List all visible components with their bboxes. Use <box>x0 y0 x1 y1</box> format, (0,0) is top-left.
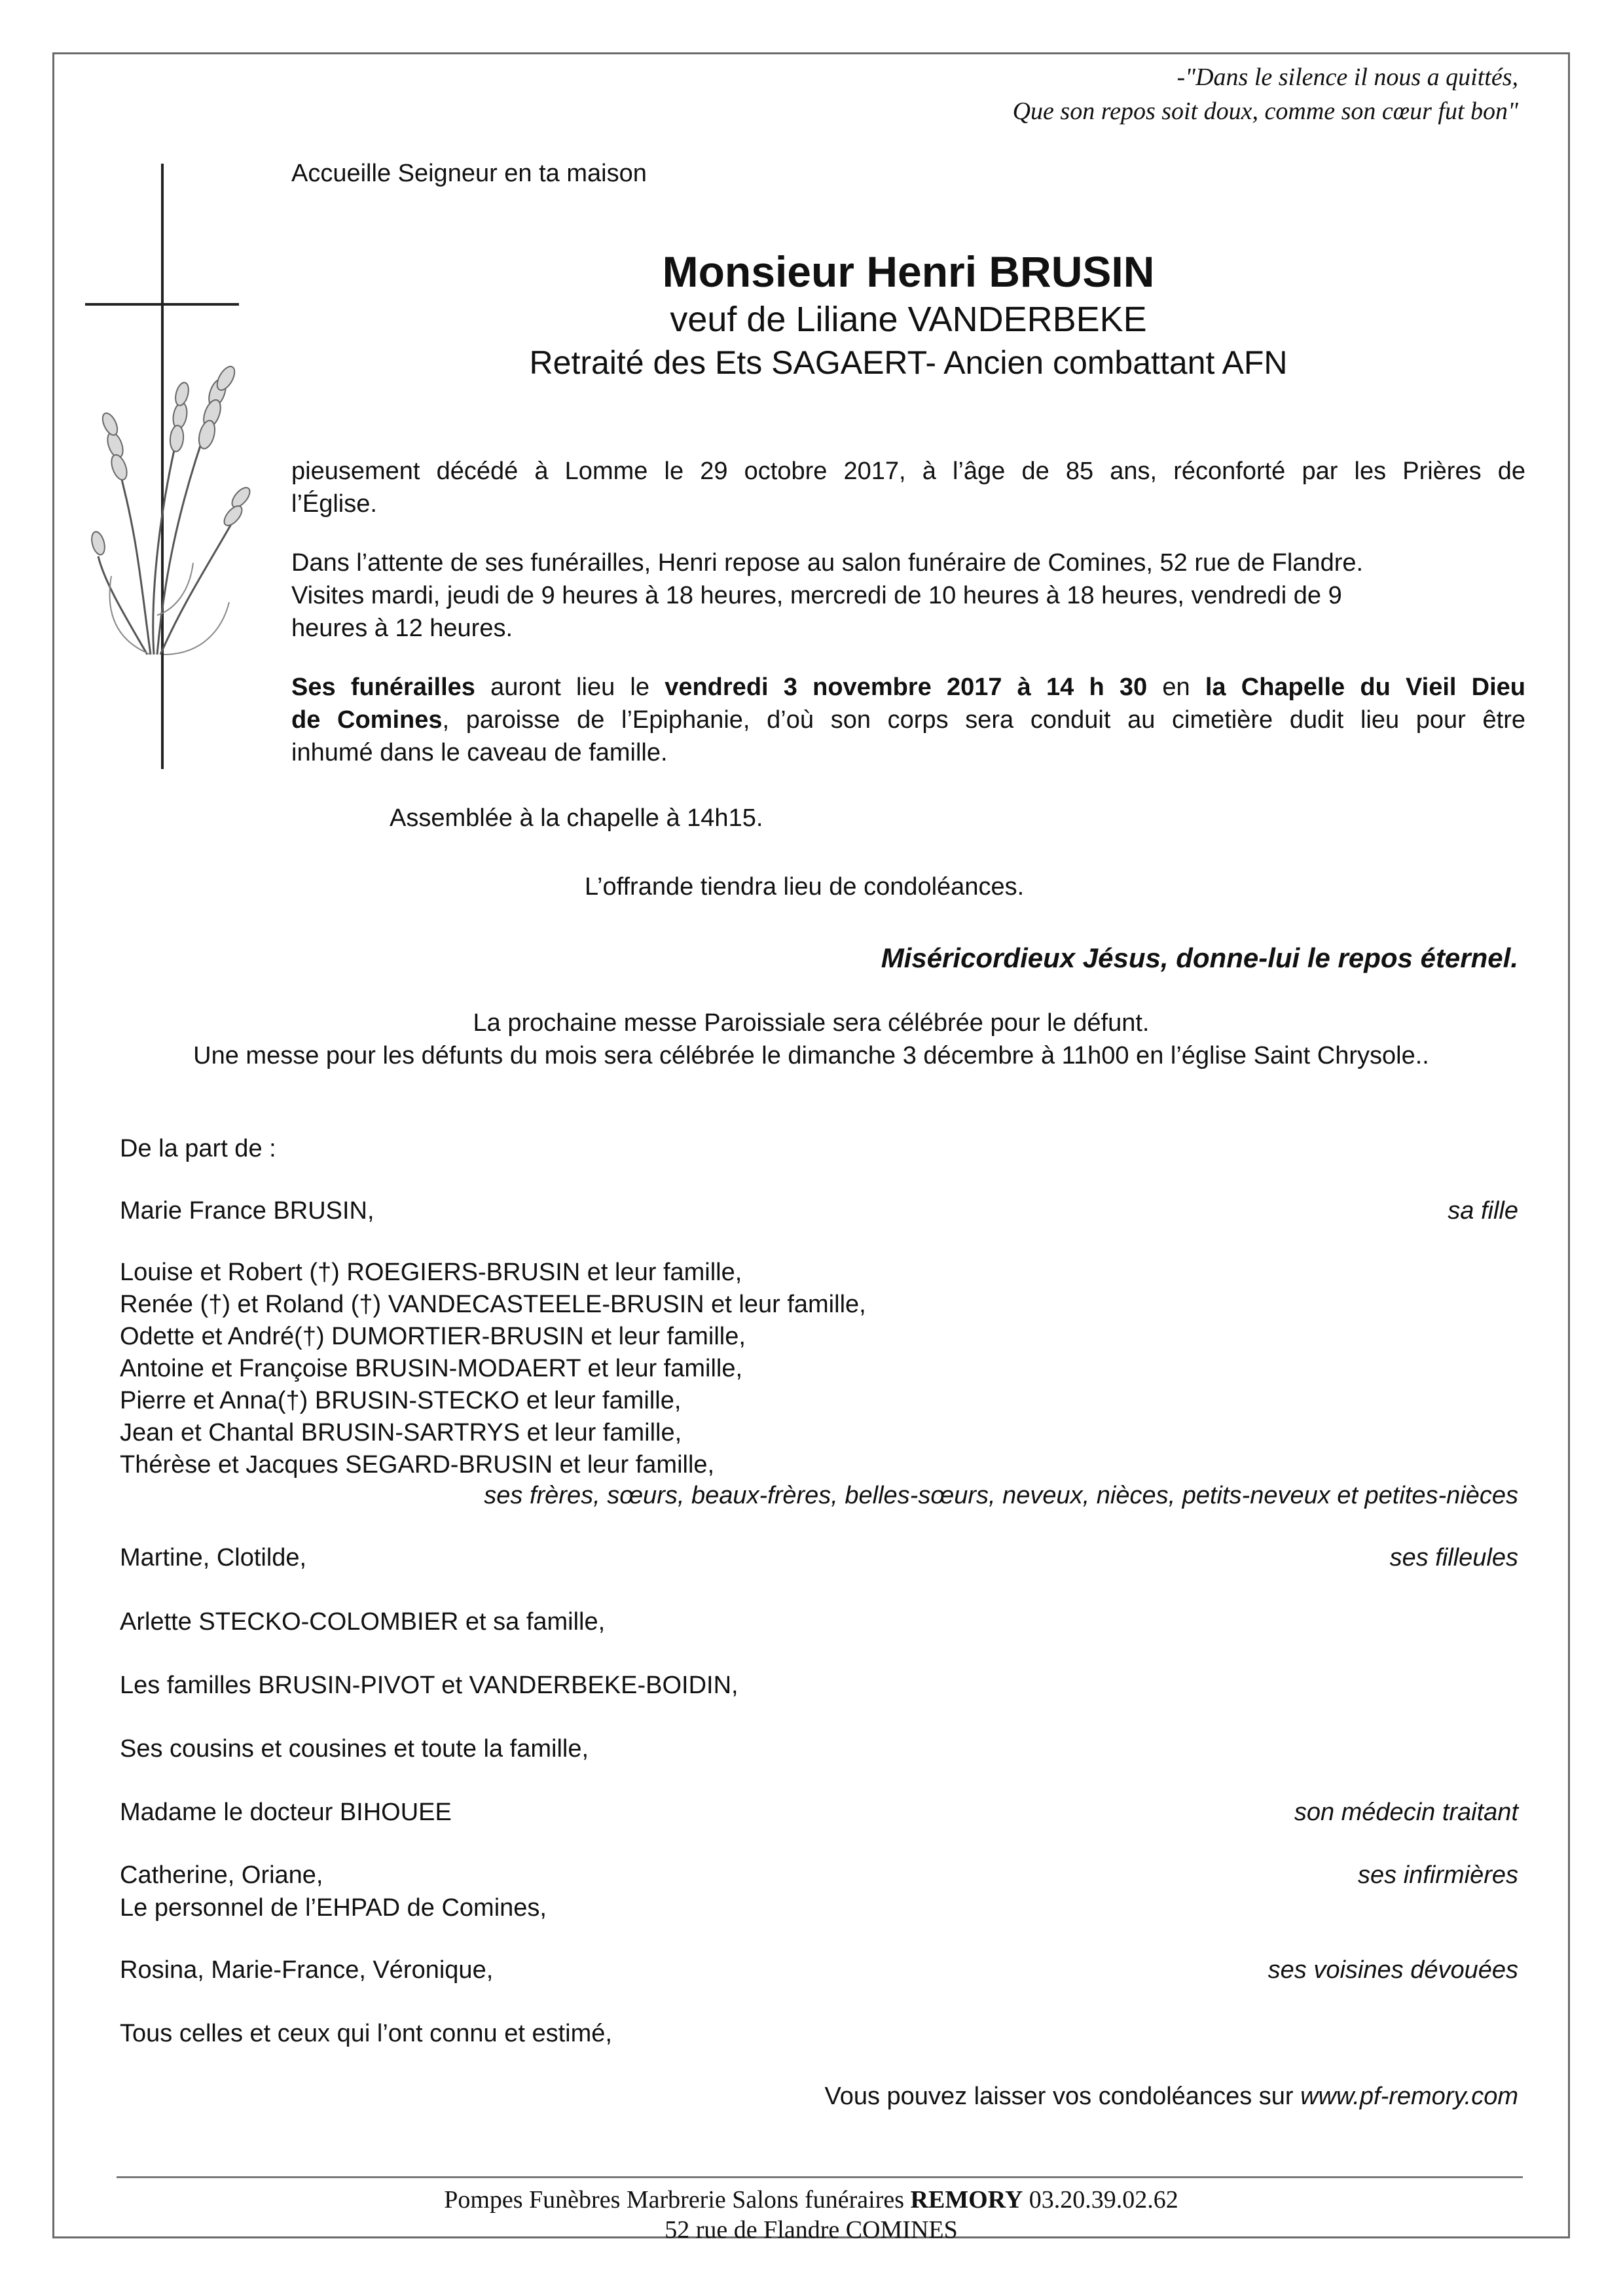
doctor-role: son médecin traitant <box>1294 1799 1518 1826</box>
cross-wheat-illustration <box>79 157 295 772</box>
condolences-link[interactable]: www.pf-remory.com <box>1300 2083 1518 2110</box>
deceased-career: Retraité des Ets SAGAERT- Ancien combattant AFN <box>529 344 1288 381</box>
mass-block <box>52 1007 1570 1072</box>
death-paragraph <box>291 455 1525 520</box>
funeral-line-3: inhumé dans le caveau de famille. <box>291 739 668 766</box>
deceased-block <box>291 245 1525 384</box>
deceased-name: Monsieur Henri BRUSIN <box>662 247 1155 296</box>
siblings-list <box>120 1257 866 1481</box>
list-item: Odette et André(†) DUMORTIER-BRUSIN et leur famille, <box>120 1323 746 1350</box>
neighbours-names: Rosina, Marie-France, Véronique, <box>120 1956 494 1984</box>
footer-divider <box>117 2176 1523 2178</box>
daughter-role: sa fille <box>1448 1197 1518 1225</box>
funeral-date: vendredi 3 novembre 2017 à 14 h 30 <box>665 673 1148 701</box>
footer-phone: 03.20.39.02.62 <box>1023 2186 1178 2214</box>
deceased-spouse: veuf de Liliane VANDERBEKE <box>670 300 1147 339</box>
list-item: Louise et Robert (†) ROEGIERS-BRUSIN et leur famille, <box>120 1259 742 1286</box>
death-line-2: l’Église. <box>291 490 377 518</box>
wake-line-2: Visites mardi, jeudi de 9 heures à 18 heures, mercredi de 10 heures à 18 heures, vendredi de 9 <box>291 582 1342 609</box>
goddaughters-role: ses filleules <box>1389 1544 1518 1571</box>
cross-icon <box>85 164 239 769</box>
daughter-name: Marie France BRUSIN, <box>120 1197 374 1225</box>
list-item: Thérèse et Jacques SEGARD-BRUSIN et leur famille, <box>120 1451 715 1479</box>
funeral-line-1: Ses funérailles auront lieu le vendredi 3 novembre 2017 à 14 h 30 en la Chapelle du Vieil Dieu <box>291 673 1526 701</box>
epigraph-line-1: -"Dans le silence il nous a quittés, <box>1176 63 1518 91</box>
offering-text: L’offrande tiendra lieu de condoléances. <box>585 873 1025 901</box>
list-item: Pierre et Anna(†) BRUSIN-STECKO et leur famille, <box>120 1387 682 1414</box>
list-item: Renée (†) et Roland (†) VANDECASTEELE-BRUSIN et leur famille, <box>120 1291 866 1318</box>
wake-line-3: heures à 12 heures. <box>291 615 513 642</box>
funeral-paragraph <box>291 671 1525 769</box>
wake-line-1: Dans l’attente de ses funérailles, Henri repose au salon funéraire de Comines, 52 rue de Flandre. <box>291 549 1364 577</box>
families-line: Les familles BRUSIN-PIVOT et VANDERBEKE-BOIDIN, <box>120 1672 739 1699</box>
funeral-line-2: de Comines, paroisse de l’Epiphanie, d’où son corps sera conduit au cimetière dudit lieu pour être <box>291 706 1525 734</box>
stecko-family: Arlette STECKO-COLOMBIER et sa famille, <box>120 1608 606 1636</box>
ehpad-staff: Le personnel de l’EHPAD de Comines, <box>120 1894 547 1922</box>
mass-line-1: La prochaine messe Paroissiale sera célébrée pour le défunt. <box>473 1009 1150 1037</box>
footer <box>52 2185 1570 2245</box>
welcome-text: Accueille Seigneur en ta maison <box>291 160 647 187</box>
death-line-1: pieusement décédé à Lomme le 29 octobre 2017, à l’âge de 85 ans, réconforté par les Prières de <box>291 457 1525 485</box>
cousins-line: Ses cousins et cousines et toute la famille, <box>120 1735 589 1763</box>
prayer-text: Miséricordieux Jésus, donne-lui le repos éternel. <box>881 942 1518 973</box>
epigraph-line-2: Que son repos soit doux, comme son cœur fut bon" <box>1012 98 1518 125</box>
footer-brand: REMORY <box>910 2186 1023 2214</box>
goddaughters-names: Martine, Clotilde, <box>120 1544 307 1571</box>
assembly-text: Assemblée à la chapelle à 14h15. <box>390 804 763 832</box>
list-item: Jean et Chantal BRUSIN-SARTRYS et leur famille, <box>120 1419 682 1446</box>
funeral-label: Ses funérailles <box>291 673 475 701</box>
doctor-name: Madame le docteur BIHOUEE <box>120 1799 452 1826</box>
neighbours-role: ses voisines dévouées <box>1267 1956 1518 1984</box>
condolences-line: Vous pouvez laisser vos condoléances sur www.pf-remory.com <box>824 2083 1518 2110</box>
list-item: Antoine et Françoise BRUSIN-MODAERT et leur famille, <box>120 1355 743 1382</box>
epigraph <box>1013 60 1518 128</box>
family-intro: De la part de : <box>120 1135 276 1162</box>
footer-address: 52 rue de Flandre COMINES <box>665 2216 958 2244</box>
nurses-names: Catherine, Oriane, <box>120 1861 323 1889</box>
nurses-role: ses infirmières <box>1358 1861 1518 1889</box>
siblings-role: ses frères, sœurs, beaux-frères, belles-sœurs, neveux, nièces, petits-neveux et petites-nièces <box>484 1482 1518 1509</box>
all-acquaintances: Tous celles et ceux qui l’ont connu et estimé, <box>120 2020 612 2047</box>
mass-line-2: Une messe pour les défunts du mois sera célébrée le dimanche 3 décembre à 11h00 en l’église Saint Chrysole.. <box>193 1042 1429 1069</box>
wake-paragraph <box>291 547 1525 645</box>
funeral-place: la Chapelle du Vieil Dieu <box>1205 673 1526 701</box>
footer-line-1: Pompes Funèbres Marbrerie Salons funéraires REMORY 03.20.39.02.62 <box>444 2186 1178 2214</box>
